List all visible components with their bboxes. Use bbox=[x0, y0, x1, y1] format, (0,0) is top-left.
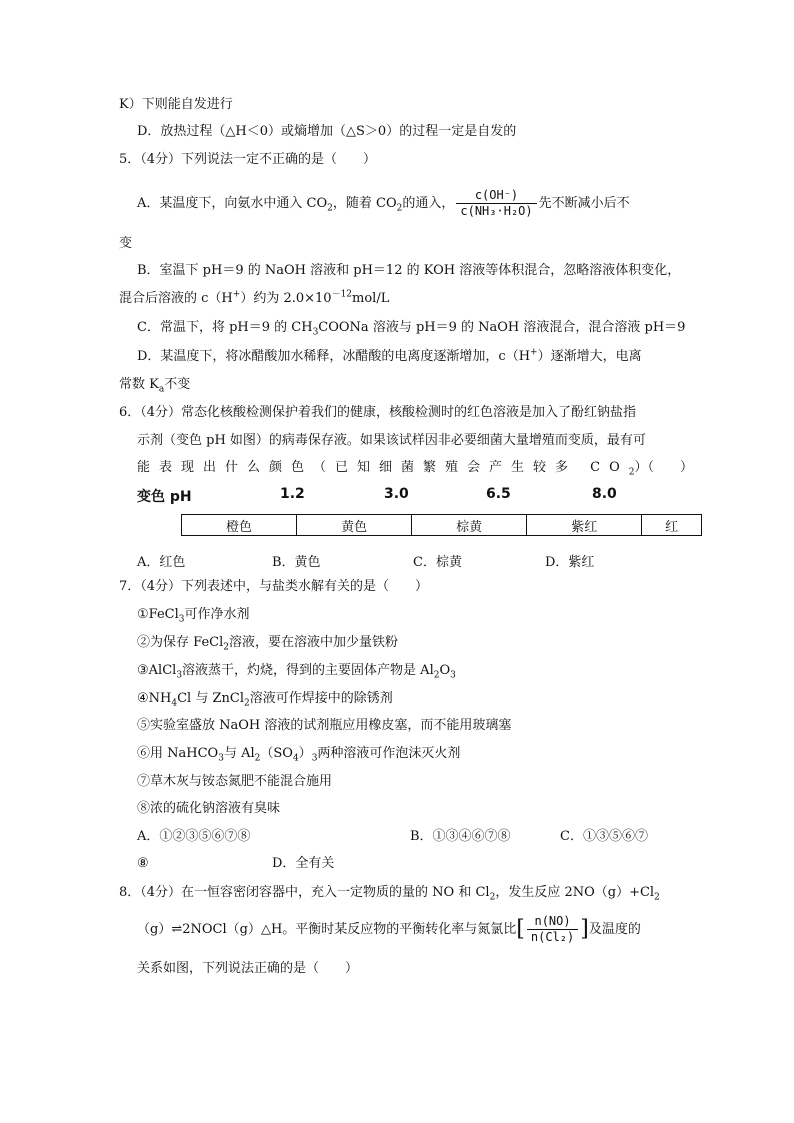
q7-option-b: B．①③④⑥⑦⑧ bbox=[410, 829, 511, 844]
list-item: ②为保存 FeCl$_2$溶液，要在溶液中加少量铁粉 bbox=[137, 635, 398, 653]
q5-option-b: B．室温下 pH＝9 的 NaOH 溶液和 pH＝12 的 KOH 溶液等体积混合，忽略溶液体积变化， bbox=[137, 263, 681, 278]
q5-option-d: D．某温度下，将冰醋酸加水稀释，冰醋酸的电离度逐渐增加，c（H+）逐渐增大，电离 bbox=[137, 347, 642, 364]
color-cell: 黄色 bbox=[297, 515, 412, 536]
list-item: $④NH_4Cl$ 与 ZnCl$_2$溶液可作焊接中的除锈剂 bbox=[137, 691, 393, 709]
ph-value: 8.0 bbox=[592, 486, 617, 502]
ph-value: 1.2 bbox=[280, 486, 305, 502]
q7-option-d: D．全有关 bbox=[272, 856, 335, 871]
text-line: 变 bbox=[119, 236, 133, 251]
q6-option-b: B．黄色 bbox=[272, 555, 321, 570]
fraction: $\frac{n(NO)}{\text{n(Cl₂)}}$ bbox=[527, 914, 578, 945]
color-cell: 红 bbox=[642, 515, 702, 536]
ph-value: 6.5 bbox=[486, 486, 511, 502]
list-item: ⑥用 NaHCO$_3$与 $Al_2(SO_4)_3$两种溶液可作泡沫灭火剂 bbox=[137, 746, 461, 764]
ph-value: 3.0 bbox=[384, 486, 409, 502]
q5-option-a: A．某温度下，向氨水中通入 $CO_2$，随着 $CO_2$的通入， $\frac{c(OH^-)}{\text{c(NH₃·H₂O)}}$ 先不断减小后不 bbox=[137, 188, 630, 218]
ph-label: 变色 pH bbox=[137, 489, 192, 505]
q7-option-c: C．①③⑤⑥⑦ bbox=[560, 829, 648, 844]
text-line: （g）⇌2NOCl（g）△H。平衡时某反应物的平衡转化率与氮氯比[ $\frac{n(NO)}{\text{n(Cl₂)}}$ ]及温度的 bbox=[137, 914, 641, 944]
text-line: K）下则能自发进行 bbox=[119, 97, 233, 112]
list-item: ①FeCl$_3$可作净水剂 bbox=[137, 607, 250, 625]
q6-option-a: A．红色 bbox=[137, 555, 186, 570]
color-cell: 紫红 bbox=[527, 515, 642, 536]
question-8: 8．（4分）在一恒容密闭容器中，充入一定物质的量的 NO 和 $Cl_2$，发生反应 $2NO(g)+Cl_2$ bbox=[119, 885, 660, 903]
text-line: 关系如图，下列说法正确的是（ ） bbox=[137, 961, 359, 976]
q7-option-a: A．①②③⑤⑥⑦⑧ bbox=[137, 829, 251, 844]
ph-color-table bbox=[181, 514, 702, 536]
question-6: 6．（4分）常态化核酸检测保护着我们的健康，核酸检测时的红色溶液是加入了酚红钠盐指 bbox=[119, 405, 637, 420]
q6-option-d: D．紫红 bbox=[545, 555, 595, 570]
list-item: ③AlCl$_3$溶液蒸干，灼烧，得到的主要固体产物是 $Al_2O_3$ bbox=[137, 663, 456, 681]
question-5: 5．（4分）下列说法一定不正确的是（ ） bbox=[119, 152, 377, 167]
list-item: ⑤实验室盛放 NaOH 溶液的试剂瓶应用橡皮塞，而不能用玻璃塞 bbox=[137, 718, 512, 733]
text-line: 常数 $K_a$不变 bbox=[119, 377, 191, 395]
fraction: $\frac{c(OH^-)}{\text{c(NH₃·H₂O)}}$ bbox=[456, 188, 536, 219]
question-7: 7．（4分）下列表述中，与盐类水解有关的是（ ） bbox=[119, 579, 429, 594]
text-line: 混合后溶液的 c（H+）约为 $2.0\times 10^{-12}mol/L$ bbox=[119, 289, 390, 306]
text-line: 示剂（变色 pH 如图）的病毒保存液。如果该试样因非必要细菌大量增殖而变质，最有可 bbox=[137, 433, 646, 448]
list-item: ⑦草木灰与铵态氮肥不能混合施用 bbox=[137, 774, 333, 789]
color-cell: 橙色 bbox=[182, 515, 297, 536]
list-item: ⑧浓的硫化钠溶液有臭味 bbox=[137, 801, 281, 816]
option-d: D．放热过程（△H＜0）或熵增加（△S＞0）的过程一定是自发的 bbox=[137, 124, 517, 139]
q5-option-c: C．常温下，将 pH＝9 的 $CH_3COONa$ 溶液与 pH＝9 的 NaOH 溶液混合，混合溶液 pH＝9 bbox=[137, 320, 686, 338]
text-line: ⑧ bbox=[137, 856, 149, 871]
text-line: 能表现出什么颜色（已知细菌繁殖会产生较多 $CO_2$）（ ） bbox=[137, 460, 693, 478]
q6-option-c: C．棕黄 bbox=[413, 555, 462, 570]
color-cell: 棕黄 bbox=[412, 515, 527, 536]
